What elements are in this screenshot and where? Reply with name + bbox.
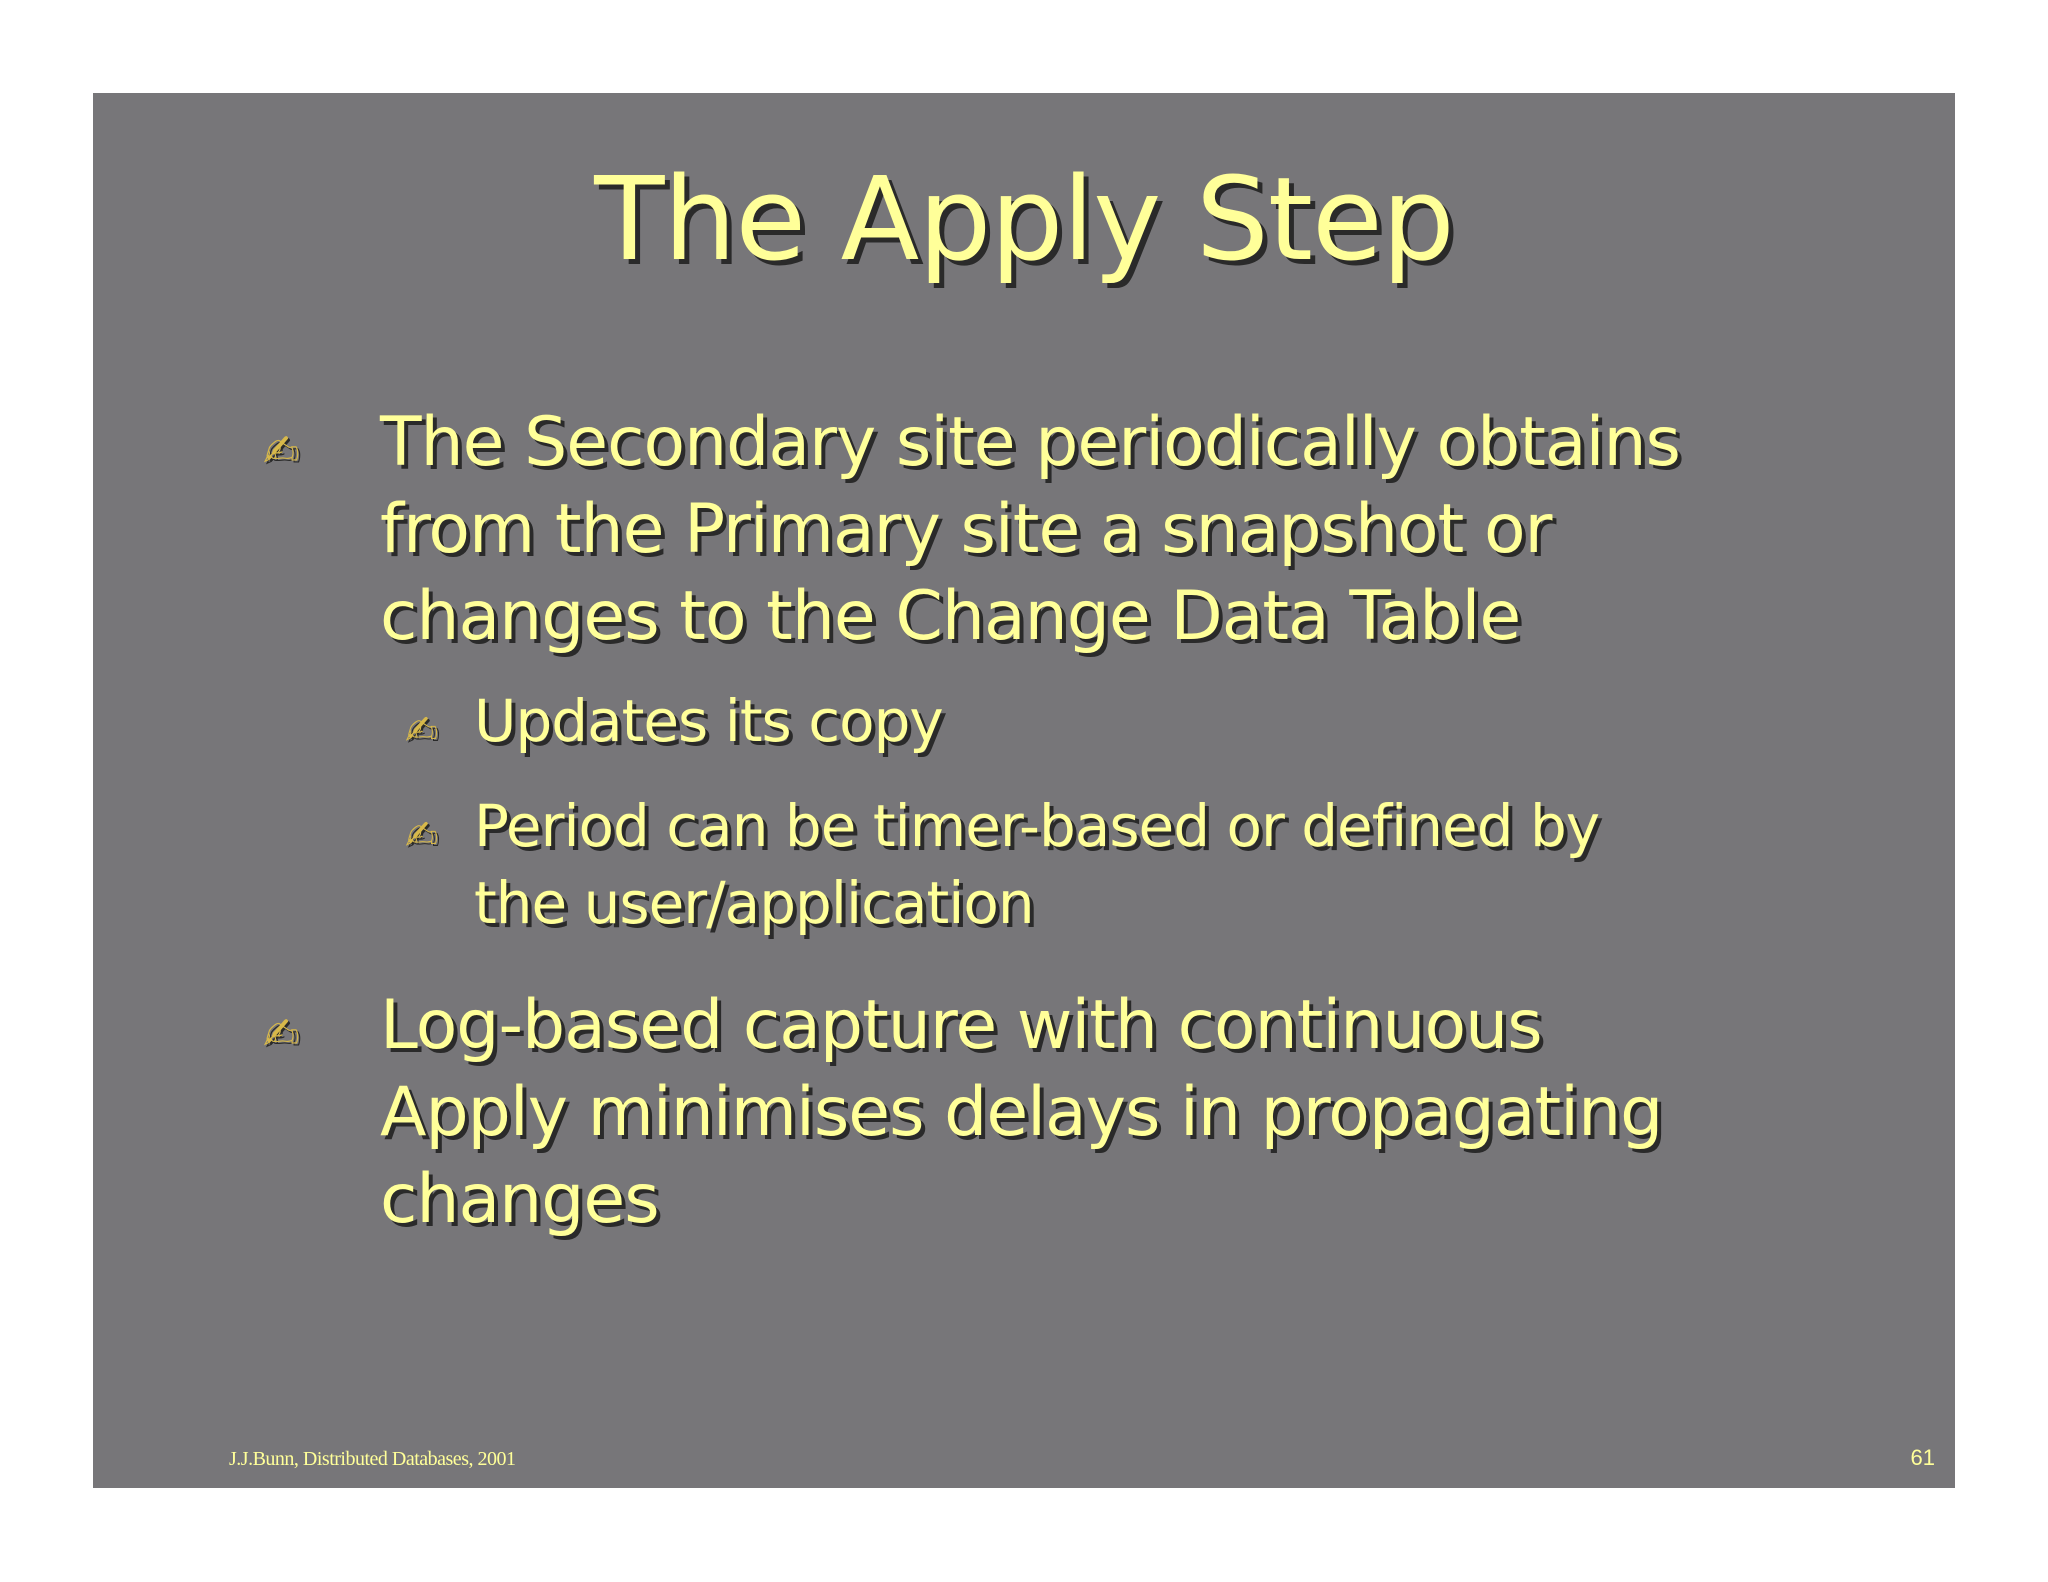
sub-bullet-text-1: Updates its copy [474, 687, 943, 755]
bullet-text-2: Log-based capture with continuous Apply minimises delays in propagating changes [380, 986, 1663, 1239]
slide [93, 93, 1955, 1488]
page-number: 61 [1910, 1445, 1935, 1470]
quill-bullet-icon: ✍ [405, 708, 439, 754]
bullet-text-1: The Secondary site periodically obtains from the Primary site a snapshot or changes to the Change Data Table [380, 403, 1680, 656]
quill-bullet-icon: ✍ [405, 813, 439, 859]
sub-bullet-text-2: Period can be timer-based or defined by the user/application [474, 792, 1600, 937]
quill-bullet-icon: ✍ [263, 426, 300, 477]
slide-footer: J.J.Bunn, Distributed Databases, 2001 [229, 1448, 516, 1470]
quill-bullet-icon: ✍ [263, 1009, 300, 1060]
slide-title: The Apply Step [594, 153, 1454, 287]
